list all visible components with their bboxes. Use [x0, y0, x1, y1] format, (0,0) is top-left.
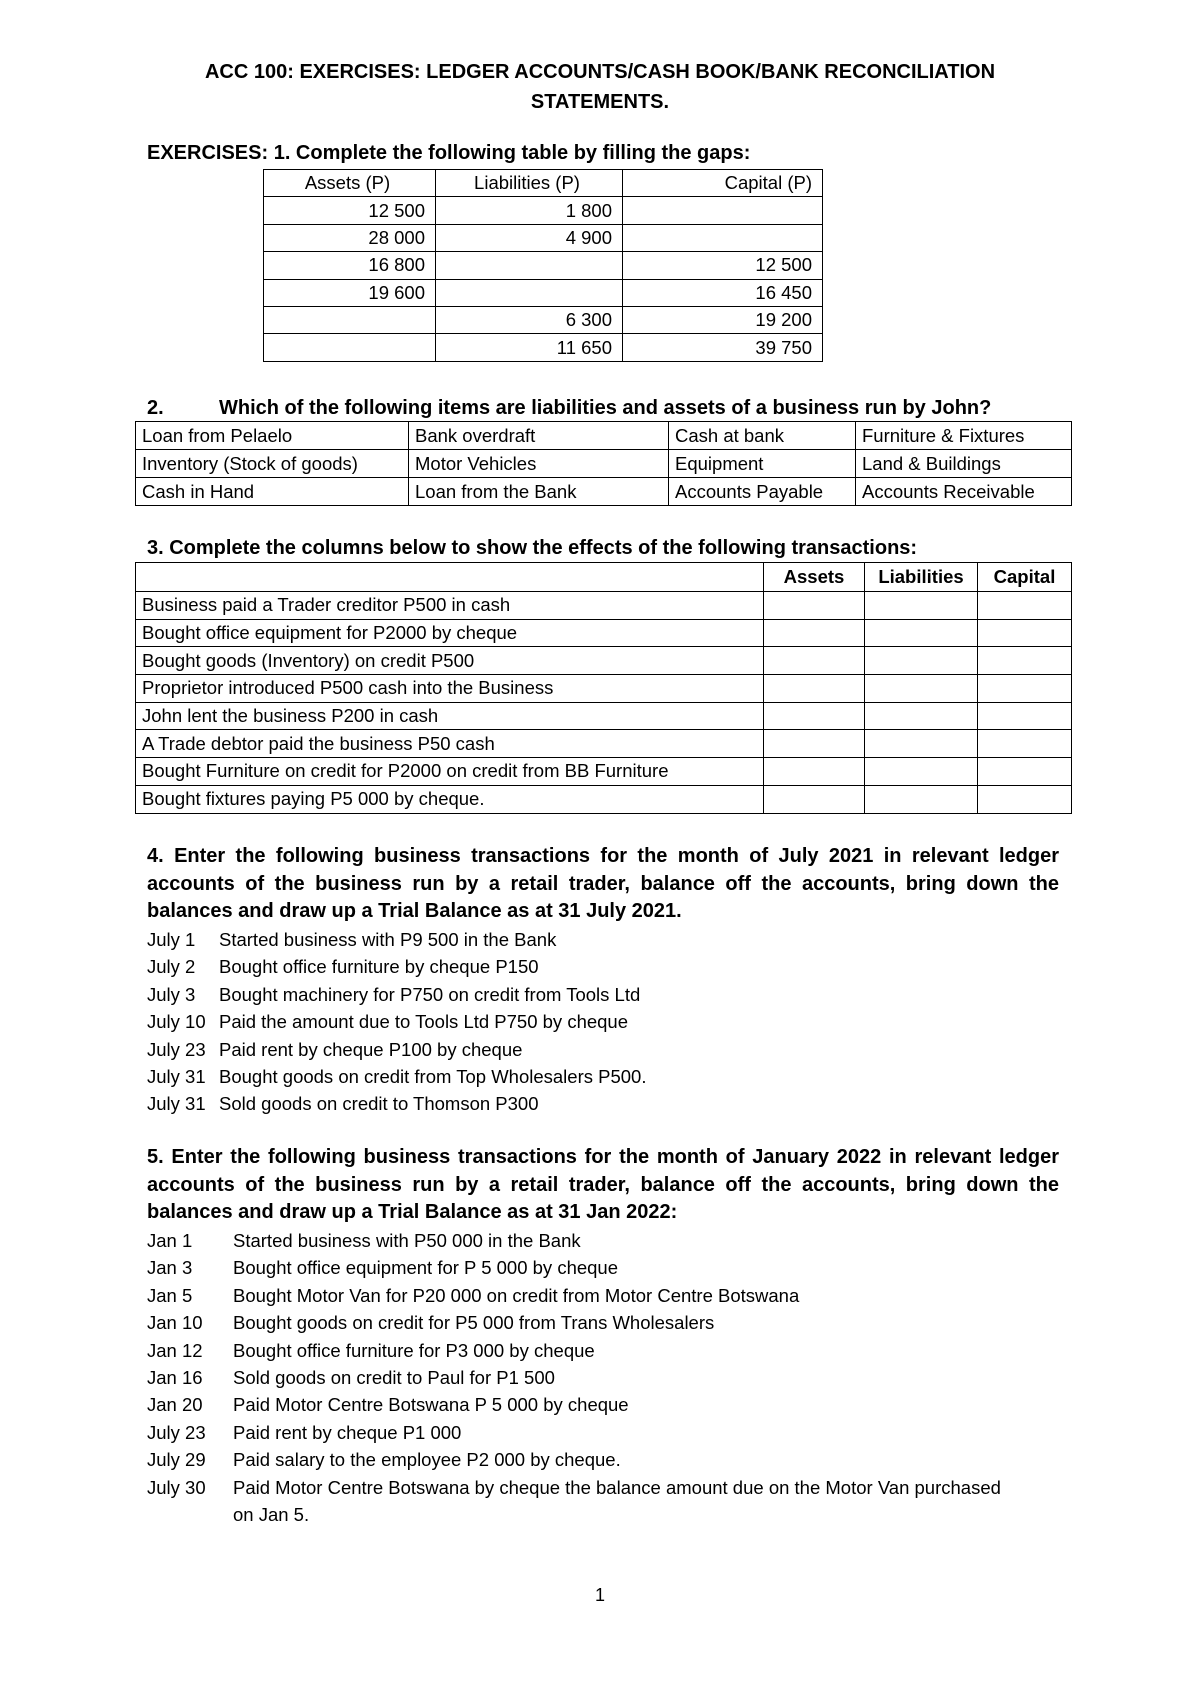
q1-cell[interactable]: 4 900 [436, 224, 623, 251]
list-item [147, 1090, 999, 1117]
q3-header-row [136, 563, 1072, 592]
q1-header-assets: Assets (P) [264, 170, 436, 197]
q1-cell[interactable] [623, 197, 823, 224]
q3-transaction: Bought fixtures paying P5 000 by cheque. [136, 785, 764, 813]
q3-answer-cell[interactable] [865, 702, 978, 730]
q5-date: Jan 1 [147, 1230, 193, 1251]
q4-date: July 1 [147, 929, 196, 950]
q4-number: 4. [147, 845, 164, 867]
q2-cell: Cash in Hand [136, 478, 409, 506]
q3-answer-cell[interactable] [978, 730, 1072, 758]
list-item [147, 1364, 1013, 1391]
q5-description: Paid Motor Centre Botswana by cheque the balance amount due on the Motor Van purchased on Jan 5. [233, 1476, 1001, 1526]
q4-description: Paid rent by cheque P100 by cheque [219, 1038, 523, 1060]
q2-cell: Loan from Pelaelo [136, 422, 409, 450]
q5-date: July 29 [147, 1449, 206, 1471]
q2-heading-text: Which of the following items are liabilities and assets of a business run by John? [219, 397, 992, 419]
q4-text: Enter the following business transactions for the month of July 2021 in relevant ledger accounts of the business run by a retail trader, balance off the accounts, bring down the balances and draw up a Trial Balance as at 31 July 2021. [147, 845, 1059, 922]
list-item [147, 1474, 1013, 1529]
table-row [136, 785, 1072, 813]
q4-date: July 31 [147, 1093, 206, 1115]
q4-date: July 10 [147, 1011, 206, 1033]
q1-header-capital: Capital (P) [623, 170, 823, 197]
q4-description: Sold goods on credit to Thomson P300 [219, 1093, 539, 1115]
q2-cell: Bank overdraft [409, 422, 669, 450]
q3-answer-cell[interactable] [764, 647, 865, 675]
q5-description: Bought office furniture for P3 000 by cheque [233, 1339, 595, 1361]
q2-number: 2. [147, 397, 164, 419]
q4-transaction-list [147, 926, 999, 1118]
q4-instructions [147, 843, 1059, 926]
q1-cell[interactable] [436, 279, 623, 306]
q5-description: Bought goods on credit for P5 000 from Trans Wholesalers [233, 1312, 715, 1334]
q2-cell: Inventory (Stock of goods) [136, 450, 409, 478]
q4-date: July 2 [147, 956, 196, 978]
q3-answer-cell[interactable] [865, 647, 978, 675]
q3-answer-cell[interactable] [978, 675, 1072, 703]
q3-header-capital: Capital [978, 563, 1072, 592]
q4-date: July 23 [147, 1038, 206, 1060]
q4-date: July 3 [147, 983, 196, 1005]
q1-cell[interactable]: 16 450 [623, 279, 823, 306]
table-row [136, 702, 1072, 730]
q3-transaction: Bought goods (Inventory) on credit P500 [136, 647, 764, 675]
q4-description: Bought machinery for P750 on credit from Tools Ltd [219, 983, 641, 1005]
q3-table [135, 562, 1072, 814]
q1-header-liabilities: Liabilities (P) [436, 170, 623, 197]
q3-transaction: Bought Furniture on credit for P2000 on credit from BB Furniture [136, 758, 764, 786]
q5-date: Jan 12 [147, 1339, 203, 1361]
list-item [147, 1419, 1013, 1446]
q3-answer-cell[interactable] [865, 785, 978, 813]
q2-cell: Accounts Payable [669, 478, 856, 506]
q3-answer-cell[interactable] [865, 758, 978, 786]
q3-answer-cell[interactable] [978, 785, 1072, 813]
q1-cell[interactable]: 1 800 [436, 197, 623, 224]
q1-cell[interactable]: 6 300 [436, 306, 623, 333]
table-row [136, 758, 1072, 786]
q3-answer-cell[interactable] [764, 758, 865, 786]
q2-cell: Motor Vehicles [409, 450, 669, 478]
list-item [147, 1036, 999, 1063]
q3-answer-cell[interactable] [978, 619, 1072, 647]
q4-description: Paid the amount due to Tools Ltd P750 by cheque [219, 1011, 629, 1033]
q3-answer-cell[interactable] [865, 675, 978, 703]
q2-cell: Loan from the Bank [409, 478, 669, 506]
q1-cell[interactable]: 19 600 [264, 279, 436, 306]
q3-answer-cell[interactable] [978, 702, 1072, 730]
q5-date: Jan 3 [147, 1257, 193, 1279]
table-row [136, 592, 1072, 620]
q1-cell[interactable]: 11 650 [436, 334, 623, 361]
q3-transaction: Bought office equipment for P2000 by cheque [136, 619, 764, 647]
q3-header-blank [136, 563, 764, 592]
q3-transaction: John lent the business P200 in cash [136, 702, 764, 730]
list-item [147, 1446, 1013, 1473]
q5-description: Sold goods on credit to Paul for P1 500 [233, 1367, 555, 1389]
q5-date: Jan 20 [147, 1394, 203, 1416]
q5-description: Started business with P50 000 in the Bank [233, 1230, 581, 1251]
table-row [136, 422, 1072, 450]
table-row [136, 478, 1072, 506]
q1-cell[interactable]: 12 500 [264, 197, 436, 224]
q2-heading [147, 395, 991, 422]
q4-date: July 31 [147, 1066, 206, 1088]
q5-transaction-list [147, 1227, 1013, 1528]
q4-description: Bought office furniture by cheque P150 [219, 956, 539, 978]
q3-answer-cell[interactable] [764, 619, 865, 647]
table-row [136, 450, 1072, 478]
q3-answer-cell[interactable] [865, 592, 978, 620]
q3-answer-cell[interactable] [764, 730, 865, 758]
q1-header-row [264, 170, 823, 197]
q1-cell[interactable]: 39 750 [623, 334, 823, 361]
q5-instructions: 5. Enter the following business transactions for the month of January 2022 in relevant ledger accounts of the business run by a retail trader, balance off the accounts, bring down the balances and draw up a Trial Balance as at 31 Jan 2022: [147, 1146, 1059, 1223]
q3-answer-cell[interactable] [865, 730, 978, 758]
q1-cell[interactable] [264, 306, 436, 333]
list-item [147, 1309, 1013, 1336]
list-item [147, 926, 999, 953]
table-row [264, 279, 823, 306]
list-item [147, 953, 999, 980]
page-number: 1 [594, 1585, 605, 1605]
table-row [264, 252, 823, 279]
q1-heading: EXERCISES: 1. Complete the following table by filling the gaps: [147, 142, 751, 164]
q3-answer-cell[interactable] [978, 647, 1072, 675]
q3-answer-cell[interactable] [764, 675, 865, 703]
list-item [147, 1008, 999, 1035]
q5-description: Paid rent by cheque P1 000 [233, 1421, 462, 1443]
q1-cell[interactable]: 19 200 [623, 306, 823, 333]
list-item [147, 1282, 1013, 1309]
table-row [264, 197, 823, 224]
q2-table [135, 421, 1072, 506]
q3-answer-cell[interactable] [865, 619, 978, 647]
q3-answer-cell[interactable] [764, 702, 865, 730]
q2-cell: Furniture & Fixtures [856, 422, 1072, 450]
table-row [264, 224, 823, 251]
q2-cell: Accounts Receivable [856, 478, 1072, 506]
list-item [147, 1063, 999, 1090]
q3-heading: 3. Complete the columns below to show the effects of the following transactions: [147, 537, 918, 559]
q5-date: July 30 [147, 1476, 206, 1498]
q3-transaction: Business paid a Trader creditor P500 in cash [136, 592, 764, 620]
q5-date: Jan 10 [147, 1312, 203, 1334]
q1-cell[interactable]: 12 500 [623, 252, 823, 279]
q2-cell: Cash at bank [669, 422, 856, 450]
q5-date: Jan 5 [147, 1284, 193, 1306]
q1-cell[interactable] [623, 224, 823, 251]
q1-cell[interactable]: 28 000 [264, 224, 436, 251]
q4-description: Started business with P9 500 in the Bank [219, 929, 557, 950]
q1-cell[interactable]: 16 800 [264, 252, 436, 279]
table-row [264, 306, 823, 333]
q2-cell: Land & Buildings [856, 450, 1072, 478]
table-row [264, 334, 823, 361]
q3-answer-cell[interactable] [764, 785, 865, 813]
q5-date: Jan 16 [147, 1367, 203, 1389]
table-row [136, 730, 1072, 758]
list-item [147, 1391, 1013, 1418]
q1-table [263, 169, 823, 362]
list-item [147, 1227, 1013, 1254]
document-title-line-1: ACC 100: EXERCISES: LEDGER ACCOUNTS/CASH BOOK/BANK RECONCILIATION [204, 61, 996, 83]
q3-header-liabilities: Liabilities [865, 563, 978, 592]
q5-description: Bought Motor Van for P20 000 on credit from Motor Centre Botswana [233, 1284, 800, 1306]
table-row [136, 647, 1072, 675]
q1-cell[interactable] [264, 334, 436, 361]
q3-answer-cell[interactable] [764, 592, 865, 620]
q5-description: Paid salary to the employee P2 000 by cheque. [233, 1449, 621, 1471]
table-row [136, 675, 1072, 703]
document-title-line-2: STATEMENTS. [530, 91, 670, 113]
q1-cell[interactable] [436, 252, 623, 279]
table-row [136, 619, 1072, 647]
q5-description: Paid Motor Centre Botswana P 5 000 by cheque [233, 1394, 629, 1416]
list-item [147, 1337, 1013, 1364]
list-item [147, 1254, 1013, 1281]
q3-header-assets: Assets [764, 563, 865, 592]
q3-answer-cell[interactable] [978, 592, 1072, 620]
q2-cell: Equipment [669, 450, 856, 478]
q5-description: Bought office equipment for P 5 000 by cheque [233, 1257, 619, 1279]
q4-description: Bought goods on credit from Top Wholesalers P500. [219, 1066, 647, 1088]
q3-transaction: Proprietor introduced P500 cash into the Business [136, 675, 764, 703]
list-item [147, 981, 999, 1008]
q3-answer-cell[interactable] [978, 758, 1072, 786]
q5-date: July 23 [147, 1421, 206, 1443]
q3-transaction: A Trade debtor paid the business P50 cash [136, 730, 764, 758]
